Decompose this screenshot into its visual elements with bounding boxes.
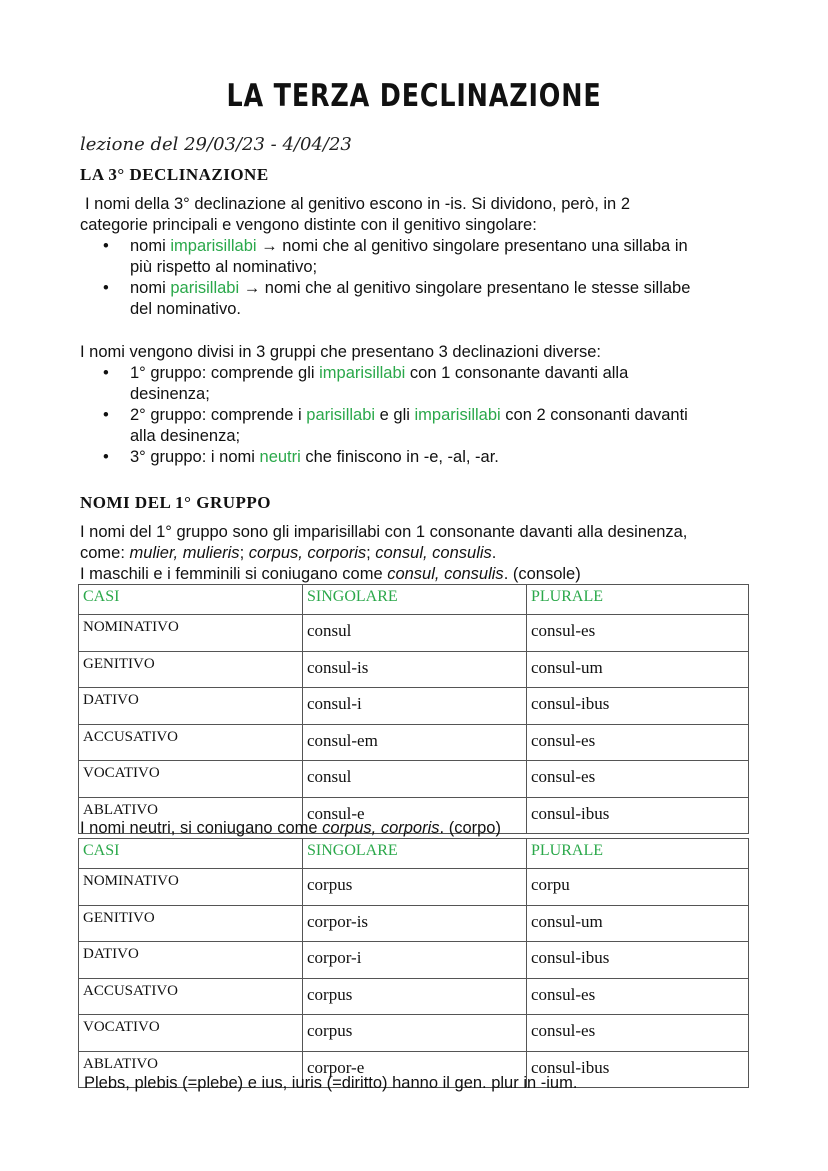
plural-cell: consul-ibus xyxy=(527,1051,749,1088)
table-corpus xyxy=(78,838,749,1088)
case-cell: NOMINATIVO xyxy=(79,615,303,652)
case-cell: VOCATIVO xyxy=(79,1015,303,1052)
bullet-text: 3° gruppo: i nomi xyxy=(130,448,260,466)
plural-cell: consul-um xyxy=(527,651,749,688)
singular-cell: corpus xyxy=(303,1015,527,1052)
term-imparisillabi: imparisillabi xyxy=(414,406,501,424)
text-span: I nomi neutri, si coniugano come xyxy=(80,819,323,837)
case-cell: DATIVO xyxy=(79,688,303,725)
section-gruppi-body xyxy=(80,342,780,468)
table-row xyxy=(79,978,749,1015)
table-row xyxy=(79,761,749,798)
table-row xyxy=(79,688,749,725)
text-line xyxy=(80,564,780,585)
singular-cell: consul-e xyxy=(303,797,527,834)
bullet-text: → nomi che al genitivo singolare presentano le stesse sillabe xyxy=(239,279,691,297)
table-row xyxy=(79,942,749,979)
plural-cell: consul-es xyxy=(527,615,749,652)
table-row xyxy=(79,724,749,761)
table-header-row xyxy=(79,585,749,615)
plural-cell: consul-ibus xyxy=(527,797,749,834)
case-cell: GENITIVO xyxy=(79,651,303,688)
text-span: come: xyxy=(80,544,130,562)
case-cell: NOMINATIVO xyxy=(79,869,303,906)
bullet-text: nomi xyxy=(130,279,171,297)
example-word: consul, consulis xyxy=(375,544,492,562)
plural-cell: corpu xyxy=(527,869,749,906)
table-consul xyxy=(78,584,749,834)
case-cell: DATIVO xyxy=(79,942,303,979)
singular-cell: corpus xyxy=(303,869,527,906)
singular-cell: corpor-i xyxy=(303,942,527,979)
example-word: corpus, corporis xyxy=(248,544,367,562)
text-span: . (corpo) xyxy=(439,819,501,837)
bullet-text: → nomi che al genitivo singolare presentano una sillaba in xyxy=(256,237,688,255)
term-imparisillabi: imparisillabi xyxy=(319,364,406,382)
term-neutri: neutri xyxy=(259,448,301,466)
table-row xyxy=(79,1015,749,1052)
plural-cell: consul-es xyxy=(527,1015,749,1052)
singular-cell: corpor-is xyxy=(303,905,527,942)
singular-cell: consul-i xyxy=(303,688,527,725)
example-word: consul, consulis xyxy=(387,565,504,583)
bullet-text: 2° gruppo: comprende i xyxy=(130,406,307,424)
table-row xyxy=(79,869,749,906)
case-cell: GENITIVO xyxy=(79,905,303,942)
header-cell: PLURALE xyxy=(527,585,749,615)
neutri-intro xyxy=(80,818,501,839)
header-cell: CASI xyxy=(79,839,303,869)
list-item xyxy=(80,447,780,468)
section-heading-declinazione: LA 3° DECLINAZIONE xyxy=(80,165,269,184)
case-cell: ACCUSATIVO xyxy=(79,978,303,1015)
singular-cell: consul-em xyxy=(303,724,527,761)
footer-note: Plebs, plebis (=plebe) e ius, iuris (=diritto) hanno il gen. plur in -ium. xyxy=(84,1074,578,1092)
case-cell: VOCATIVO xyxy=(79,761,303,798)
bullet-text: con 1 consonante davanti alla xyxy=(405,364,629,382)
section-heading-gruppo1: NOMI DEL 1° GRUPPO xyxy=(80,493,271,512)
list-item xyxy=(80,236,780,278)
example-word: corpus, corporis xyxy=(322,819,440,837)
bullet-text: e gli xyxy=(375,406,415,424)
bullet-text: desinenza; xyxy=(130,385,210,403)
page-title: LA TERZA DECLINAZIONE xyxy=(226,78,602,114)
bullet-text: nomi xyxy=(130,237,171,255)
header-cell: PLURALE xyxy=(527,839,749,869)
plural-cell: consul-ibus xyxy=(527,688,749,725)
intro-line: I nomi vengono divisi in 3 gruppi che presentano 3 declinazioni diverse: xyxy=(80,343,601,361)
plural-cell: consul-es xyxy=(527,761,749,798)
header-cell: CASI xyxy=(79,585,303,615)
text-line xyxy=(80,543,780,564)
text-span: I maschili e i femminili si coniugano come xyxy=(80,565,388,583)
bullet-text: che finiscono in -e, -al, -ar. xyxy=(300,448,499,466)
singular-cell: corpor-e xyxy=(303,1051,527,1088)
plural-cell: consul-ibus xyxy=(527,942,749,979)
example-word: mulier, mulieris xyxy=(129,544,240,562)
term-parisillabi: parisillabi xyxy=(306,406,376,424)
text-line: I nomi del 1° gruppo sono gli imparisillabi con 1 consonante davanti alla desinenza, xyxy=(80,523,688,541)
section-gruppo1-body xyxy=(80,522,780,585)
table-row xyxy=(79,651,749,688)
text-span: . (console) xyxy=(503,565,581,583)
bullet-text: 1° gruppo: comprende gli xyxy=(130,364,320,382)
case-cell: ABLATIVO xyxy=(79,797,303,834)
bullet-text: del nominativo. xyxy=(130,300,241,318)
bullet-text: con 2 consonanti davanti xyxy=(500,406,688,424)
singular-cell: consul-is xyxy=(303,651,527,688)
plural-cell: consul-es xyxy=(527,724,749,761)
table-row xyxy=(79,905,749,942)
section-declinazione-body xyxy=(80,194,780,320)
lesson-date: lezione del 29/03/23 - 4/04/23 xyxy=(80,134,352,155)
list-item xyxy=(80,278,780,320)
table-header-row xyxy=(79,839,749,869)
list-item xyxy=(80,363,780,405)
term-parisillabi: parisillabi xyxy=(170,279,240,297)
text-span: . xyxy=(491,544,497,562)
plural-cell: consul-es xyxy=(527,978,749,1015)
table-row xyxy=(79,615,749,652)
bullet-text: più rispetto al nominativo; xyxy=(130,258,318,276)
singular-cell: consul xyxy=(303,615,527,652)
bullet-text: alla desinenza; xyxy=(130,427,241,445)
text-span: ; xyxy=(366,544,376,562)
plural-cell: consul-um xyxy=(527,905,749,942)
header-cell: SINGOLARE xyxy=(303,585,527,615)
header-cell: SINGOLARE xyxy=(303,839,527,869)
singular-cell: consul xyxy=(303,761,527,798)
term-imparisillabi: imparisillabi xyxy=(170,237,257,255)
group-list xyxy=(80,363,780,468)
intro-line: I nomi della 3° declinazione al genitivo escono in -is. Si dividono, però, in 2 xyxy=(85,195,630,213)
case-cell: ABLATIVO xyxy=(79,1051,303,1088)
case-cell: ACCUSATIVO xyxy=(79,724,303,761)
list-item xyxy=(80,405,780,447)
intro-line: categorie principali e vengono distinte con il genitivo singolare: xyxy=(80,216,537,234)
singular-cell: corpus xyxy=(303,978,527,1015)
category-list xyxy=(80,236,780,320)
text-span: ; xyxy=(239,544,249,562)
